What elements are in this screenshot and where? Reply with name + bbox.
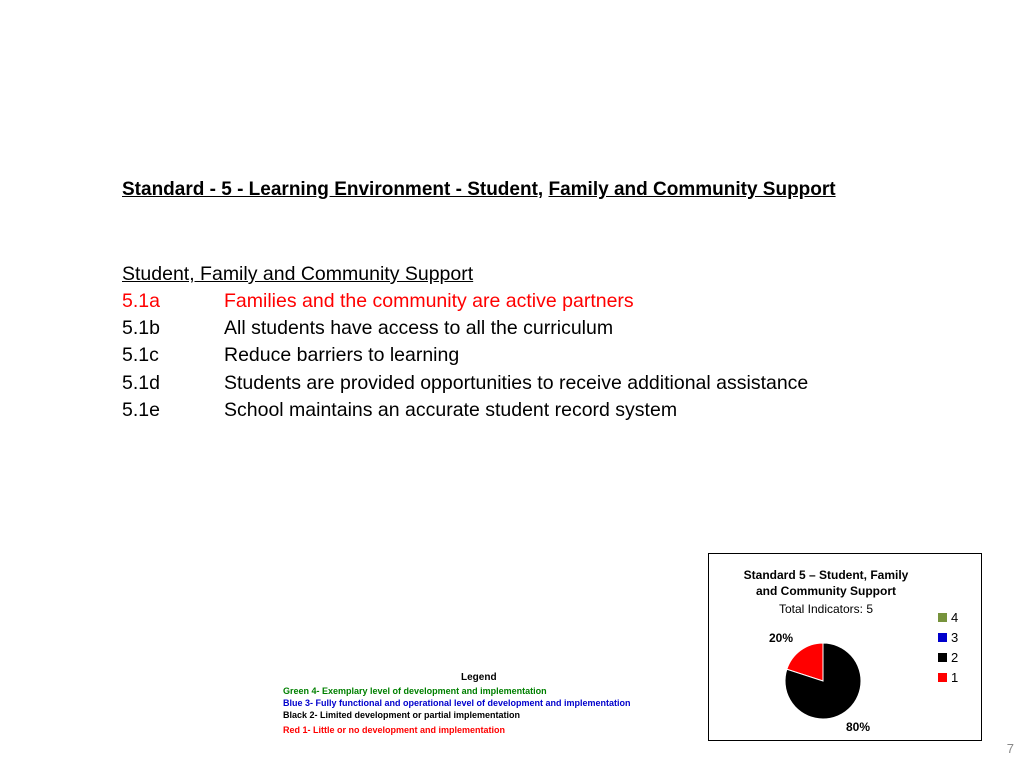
chart-legend-swatch-4 bbox=[938, 613, 947, 622]
indicator-code: 5.1d bbox=[122, 371, 160, 394]
chart-title-line1: Standard 5 – Student, Family bbox=[743, 568, 909, 582]
indicator-list bbox=[122, 289, 808, 425]
indicator-text: All students have access to all the curriculum bbox=[224, 317, 614, 340]
chart-legend-label-2: 2 bbox=[951, 650, 959, 665]
indicator-text: Students are provided opportunities to receive additional assistance bbox=[224, 371, 809, 394]
indicator-code: 5.1b bbox=[122, 317, 160, 340]
legend-item-blue: Blue 3- Fully functional and operational level of development and implementation bbox=[283, 698, 631, 708]
chart-legend-label-1: 1 bbox=[951, 670, 959, 685]
indicator-code: 5.1e bbox=[122, 398, 160, 421]
legend-item-black: Black 2- Limited development or partial implementation bbox=[283, 710, 521, 720]
indicator-code: 5.1c bbox=[122, 344, 159, 367]
indicator-row bbox=[122, 398, 808, 425]
page-number: 7 bbox=[1006, 741, 1014, 756]
indicator-code: 5.1a bbox=[122, 290, 160, 312]
chart-legend-swatch-3 bbox=[938, 633, 947, 642]
chart-legend-label-3: 3 bbox=[951, 630, 959, 645]
indicator-row bbox=[122, 343, 808, 370]
indicator-text: School maintains an accurate student record system bbox=[224, 398, 678, 421]
section-heading: Student, Family and Community Support bbox=[122, 263, 474, 285]
indicator-text: Families and the community are active partners bbox=[224, 290, 634, 312]
indicator-section bbox=[122, 262, 808, 425]
chart-subtitle: Total Indicators: 5 bbox=[778, 602, 874, 616]
pie-chart-box bbox=[708, 553, 982, 741]
pie-chart bbox=[709, 554, 983, 742]
chart-title-line2: and Community Support bbox=[756, 584, 896, 598]
chart-legend-swatch-2 bbox=[938, 653, 947, 662]
legend-title: Legend bbox=[461, 672, 497, 683]
indicator-row bbox=[122, 316, 808, 343]
legend-item-red: Red 1- Little or no development and implementation bbox=[283, 725, 506, 735]
legend-item-green: Green 4- Exemplary level of development and implementation bbox=[283, 686, 547, 696]
indicator-row bbox=[122, 371, 808, 398]
indicator-text: Reduce barriers to learning bbox=[224, 344, 460, 367]
slide-title-part2: Family and Community Support bbox=[548, 179, 836, 200]
chart-legend-swatch-1 bbox=[938, 673, 947, 682]
slide-title bbox=[122, 179, 836, 201]
pie-label-2: 80% bbox=[845, 720, 871, 734]
pie-label-1: 20% bbox=[768, 631, 794, 645]
indicator-row bbox=[122, 289, 808, 316]
slide-title-part1: Standard - 5 - Learning Environment - Student, bbox=[122, 179, 544, 200]
chart-legend-label-4: 4 bbox=[951, 610, 959, 625]
